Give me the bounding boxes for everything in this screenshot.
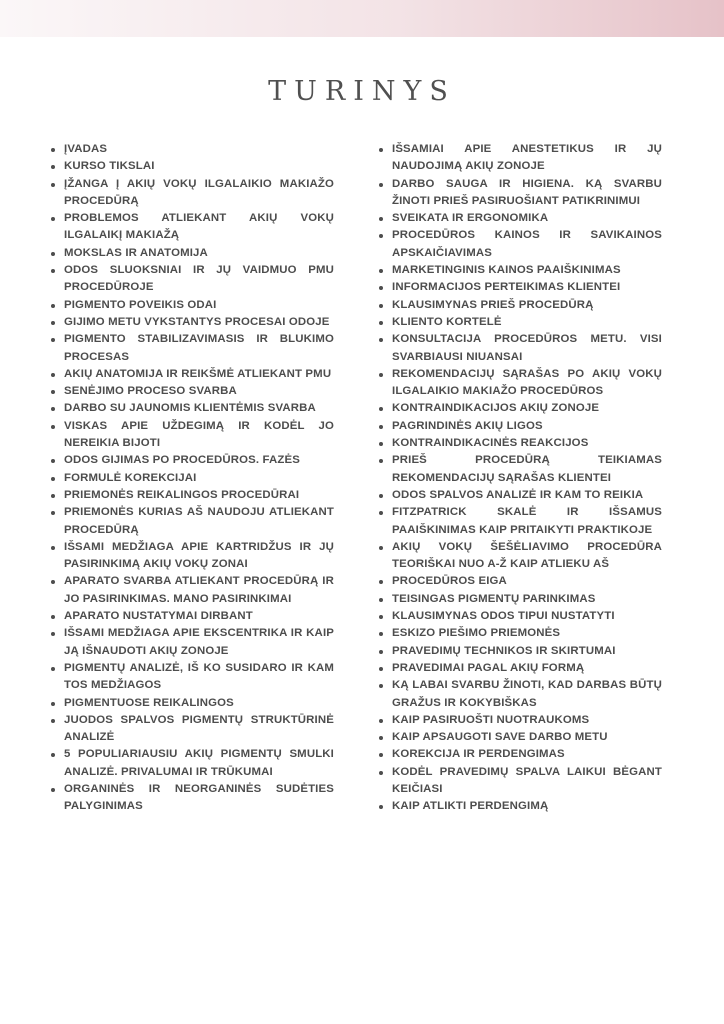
toc-item: KĄ LABAI SVARBU ŽINOTI, KAD DARBAS BŪTŲ GRAŽUS IR KOKYBIŠKAS xyxy=(392,677,662,712)
toc-item: KLAUSIMYNAS ODOS TIPUI NUSTATYTI xyxy=(392,608,662,625)
toc-item: KODĖL PRAVEDIMŲ SPALVA LAIKUI BĖGANT KEIČIASI xyxy=(392,764,662,799)
toc-item: ĮŽANGA Į AKIŲ VOKŲ ILGALAIKIO MAKIAŽO PROCEDŪRĄ xyxy=(64,176,334,211)
toc-item: KONTRAINDIKACIJOS AKIŲ ZONOJE xyxy=(392,400,662,417)
toc-item: INFORMACIJOS PERTEIKIMAS KLIENTEI xyxy=(392,279,662,296)
toc-item: IŠSAMIAI APIE ANESTETIKUS IR JŲ NAUDOJIMĄ AKIŲ ZONOJE xyxy=(392,141,662,176)
toc-item: GIJIMO METU VYKSTANTYS PROCESAI ODOJE xyxy=(64,314,334,331)
toc-item: APARATO SVARBA ATLIEKANT PROCEDŪRĄ IR JO PASIRINKIMAS. MANO PASIRINKIMAI xyxy=(64,573,334,608)
toc-item: SENĖJIMO PROCESO SVARBA xyxy=(64,383,334,400)
toc-item: ESKIZO PIEŠIMO PRIEMONĖS xyxy=(392,625,662,642)
toc-item: FITZPATRICK SKALĖ IR IŠSAMUS PAAIŠKINIMAS KAIP PRITAIKYTI PRAKTIKOJE xyxy=(392,504,662,539)
toc-item: KLAUSIMYNAS PRIEŠ PROCEDŪRĄ xyxy=(392,297,662,314)
toc-item: PRIEMONĖS KURIAS AŠ NAUDOJU ATLIEKANT PROCEDŪRĄ xyxy=(64,504,334,539)
toc-item: PRAVEDIMŲ TECHNIKOS IR SKIRTUMAI xyxy=(392,643,662,660)
toc-item: ODOS SPALVOS ANALIZĖ IR KAM TO REIKIA xyxy=(392,487,662,504)
toc-item: KURSO TIKSLAI xyxy=(64,158,334,175)
toc-item: FORMULĖ KOREKCIJAI xyxy=(64,470,334,487)
toc-item: APARATO NUSTATYMAI DIRBANT xyxy=(64,608,334,625)
toc-item: JUODOS SPALVOS PIGMENTŲ STRUKTŪRINĖ ANALIZĖ xyxy=(64,712,334,747)
toc-item: ODOS SLUOKSNIAI IR JŲ VAIDMUO PMU PROCEDŪROJE xyxy=(64,262,334,297)
toc-item: PIGMENTUOSE REIKALINGOS xyxy=(64,695,334,712)
toc-item: PIGMENTO POVEIKIS ODAI xyxy=(64,297,334,314)
toc-item: AKIŲ ANATOMIJA IR REIKŠMĖ ATLIEKANT PMU xyxy=(64,366,334,383)
toc-item: SVEIKATA IR ERGONOMIKA xyxy=(392,210,662,227)
toc-item: KAIP APSAUGOTI SAVE DARBO METU xyxy=(392,729,662,746)
toc-item: MARKETINGINIS KAINOS PAAIŠKINIMAS xyxy=(392,262,662,279)
toc-item: ODOS GIJIMAS PO PROCEDŪROS. FAZĖS xyxy=(64,452,334,469)
toc-item: PIGMENTO STABILIZAVIMASIS IR BLUKIMO PROCESAS xyxy=(64,331,334,366)
toc-item: KONSULTACIJA PROCEDŪROS METU. VISI SVARBIAUSI NIUANSAI xyxy=(392,331,662,366)
toc-item: KONTRAINDIKACINĖS REAKCIJOS xyxy=(392,435,662,452)
toc-item: PROCEDŪROS EIGA xyxy=(392,573,662,590)
toc-item: 5 POPULIARIAUSIU AKIŲ PIGMENTŲ SMULKI ANALIZĖ. PRIVALUMAI IR TRŪKUMAI xyxy=(64,746,334,781)
toc-item: KAIP PASIRUOŠTI NUOTRAUKOMS xyxy=(392,712,662,729)
toc-item: MOKSLAS IR ANATOMIJA xyxy=(64,245,334,262)
toc-item: DARBO SU JAUNOMIS KLIENTĖMIS SVARBA xyxy=(64,400,334,417)
toc-item: KOREKCIJA IR PERDENGIMAS xyxy=(392,746,662,763)
toc-item: AKIŲ VOKŲ ŠEŠĖLIAVIMO PROCEDŪRA TEORIŠKAI NUO A-Ž KAIP ATLIEKU AŠ xyxy=(392,539,662,574)
toc-item: VISKAS APIE UŽDEGIMĄ IR KODĖL JO NEREIKIA BIJOTI xyxy=(64,418,334,453)
toc-item: PROCEDŪROS KAINOS IR SAVIKAINOS APSKAIČIAVIMAS xyxy=(392,227,662,262)
toc-item: KLIENTO KORTELĖ xyxy=(392,314,662,331)
toc-list-right xyxy=(392,141,662,816)
toc-item: KAIP ATLIKTI PERDENGIMĄ xyxy=(392,798,662,815)
toc-item: IŠSAMI MEDŽIAGA APIE EKSCENTRIKA IR KAIP JĄ IŠNAUDOTI AKIŲ ZONOJE xyxy=(64,625,334,660)
toc-item: ĮVADAS xyxy=(64,141,334,158)
toc-item: PROBLEMOS ATLIEKANT AKIŲ VOKŲ ILGALAIKĮ MAKIAŽĄ xyxy=(64,210,334,245)
header-gradient-band xyxy=(0,0,724,37)
page-title: TURINYS xyxy=(268,76,456,107)
toc-item: PRIEŠ PROCEDŪRĄ TEIKIAMAS REKOMENDACIJŲ SĄRAŠAS KLIENTEI xyxy=(392,452,662,487)
toc-item: TEISINGAS PIGMENTŲ PARINKIMAS xyxy=(392,591,662,608)
toc-item: REKOMENDACIJŲ SĄRAŠAS PO AKIŲ VOKŲ ILGALAIKIO MAKIAŽO PROCEDŪROS xyxy=(392,366,662,401)
toc-list-left xyxy=(64,141,334,816)
toc-item: IŠSAMI MEDŽIAGA APIE KARTRIDŽUS IR JŲ PASIRINKIMĄ AKIŲ VOKŲ ZONAI xyxy=(64,539,334,574)
toc-item: PRAVEDIMAI PAGAL AKIŲ FORMĄ xyxy=(392,660,662,677)
toc-item: DARBO SAUGA IR HIGIENA. KĄ SVARBU ŽINOTI PRIEŠ PASIRUOŠIANT PATIKRINIMUI xyxy=(392,176,662,211)
toc-item: ORGANINĖS IR NEORGANINĖS SUDĖTIES PALYGINIMAS xyxy=(64,781,334,816)
toc-item: PAGRINDINĖS AKIŲ LIGOS xyxy=(392,418,662,435)
toc-item: PIGMENTŲ ANALIZĖ, IŠ KO SUSIDARO IR KAM TOS MEDŽIAGOS xyxy=(64,660,334,695)
toc-item: PRIEMONĖS REIKALINGOS PROCEDŪRAI xyxy=(64,487,334,504)
